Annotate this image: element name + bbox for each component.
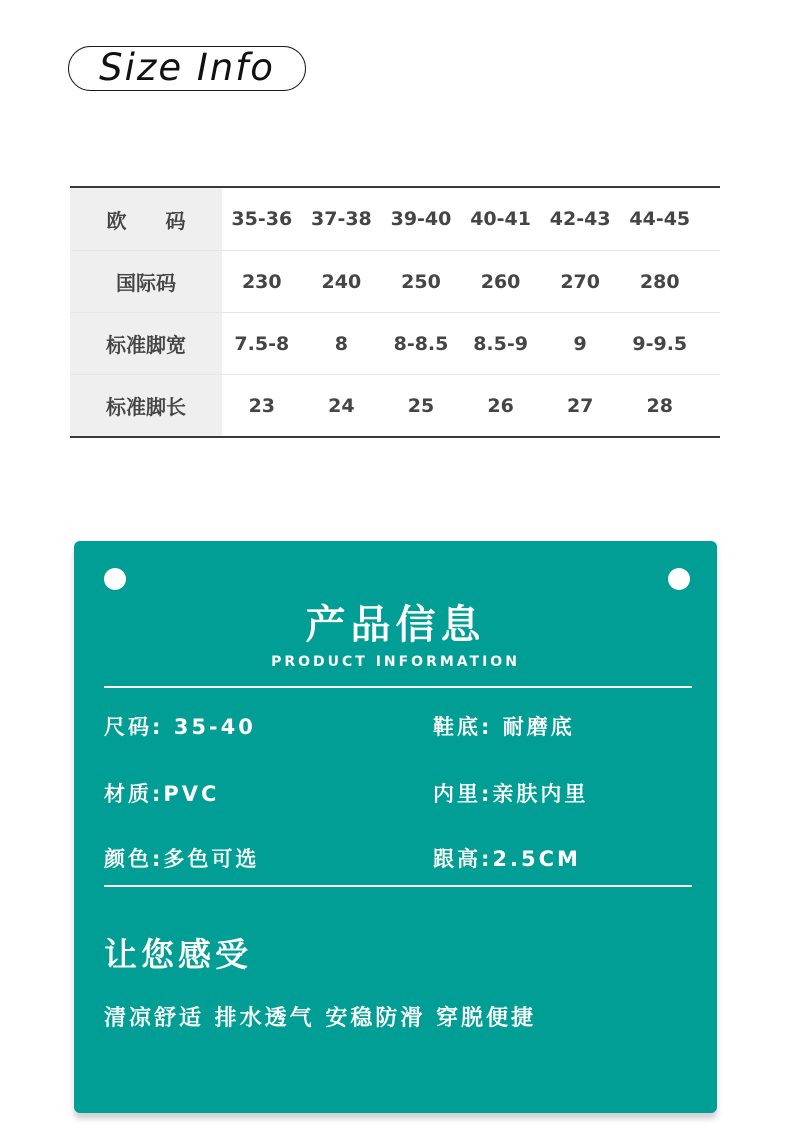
size-info-title: Size Info [99, 46, 275, 89]
table-cell: 240 [321, 270, 362, 293]
table-cell: 9 [573, 332, 587, 355]
spec-sole: 鞋底: 耐磨底 [433, 715, 575, 739]
spec-color: 颜色:多色可选 [104, 847, 260, 871]
hang-hole-right [668, 568, 690, 590]
row-header: 标准脚宽 [70, 313, 222, 374]
row-header: 国际码 [70, 251, 222, 312]
table-row-foot-width [70, 312, 720, 374]
table-cell: 9-9.5 [632, 332, 688, 355]
table-cell: 24 [328, 394, 355, 417]
table-cell: 25 [407, 394, 435, 417]
table-cell: 44-45 [629, 208, 691, 230]
table-cell: 280 [639, 270, 680, 293]
divider [104, 686, 692, 688]
product-info-subtitle: PRODUCT INFORMATION [271, 654, 520, 670]
table-cell: 7.5-8 [234, 332, 290, 355]
table-cell: 8 [334, 332, 348, 355]
row-header: 标准脚长 [70, 375, 222, 436]
table-cell: 26 [487, 394, 514, 417]
table-row-foot-length [70, 374, 720, 436]
table-cell: 28 [646, 394, 673, 417]
table-cell: 40-41 [470, 208, 531, 230]
feel-title: 让您感受 [104, 935, 252, 974]
divider [104, 885, 692, 887]
table-cell: 35-36 [231, 208, 293, 230]
spec-lining: 内里:亲肤内里 [433, 782, 589, 806]
table-cell: 23 [248, 394, 276, 417]
spec-size: 尺码: 35-40 [104, 715, 256, 739]
spec-heel: 跟高:2.5CM [433, 847, 581, 871]
table-cell: 270 [560, 270, 600, 293]
table-cell: 230 [241, 270, 282, 293]
product-info-title: 产品信息 [305, 602, 486, 648]
table-cell: 27 [566, 394, 594, 417]
table-cell: 39-40 [390, 208, 452, 230]
table-row-international-size [70, 250, 720, 312]
size-info-title-badge [68, 46, 306, 91]
feel-text: 清凉舒适 排水透气 安稳防滑 穿脱便捷 [104, 1006, 536, 1031]
size-table [70, 186, 720, 438]
table-row-eu-size [70, 188, 720, 250]
table-cell: 8-8.5 [393, 332, 449, 355]
product-info-card [74, 541, 717, 1113]
table-cell: 37-38 [311, 208, 372, 230]
table-cell: 42-43 [549, 208, 611, 230]
row-header: 欧 码 [70, 188, 222, 250]
hang-hole-left [104, 568, 126, 590]
table-cell: 250 [401, 270, 441, 293]
table-cell: 260 [480, 270, 521, 293]
table-cell: 8.5-9 [473, 332, 528, 355]
spec-material: 材质:PVC [104, 782, 220, 806]
